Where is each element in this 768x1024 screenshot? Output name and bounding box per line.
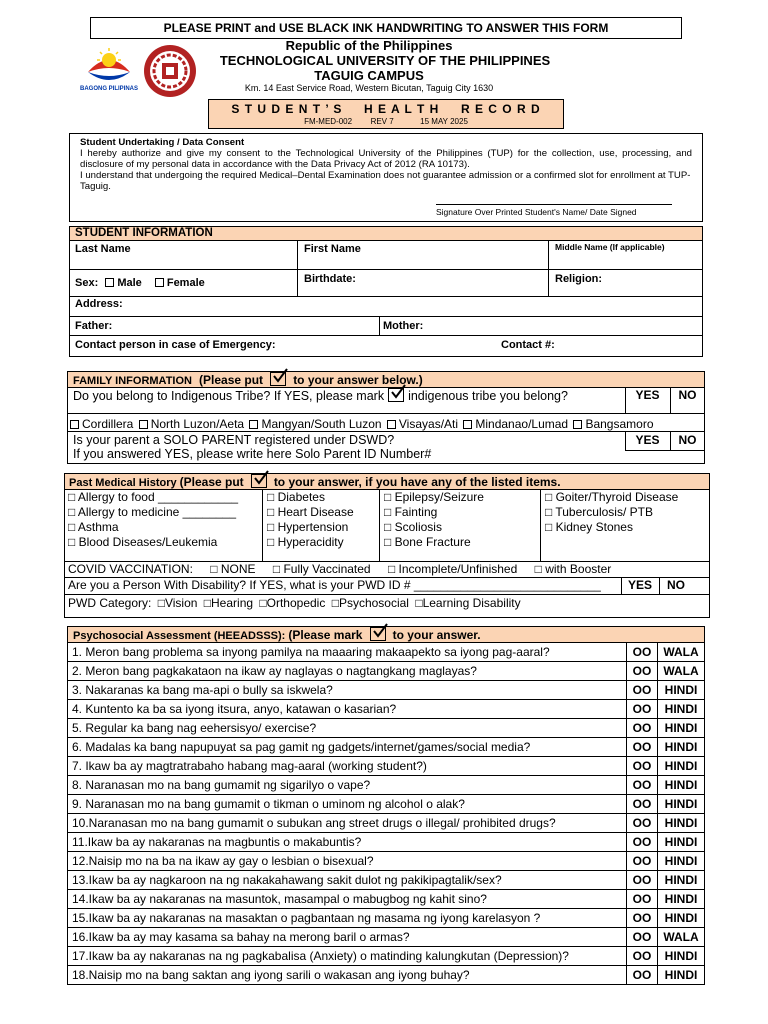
- tribe-option[interactable]: Mindanao/Lumad: [463, 417, 568, 431]
- solo-parent-no[interactable]: NO: [678, 433, 697, 447]
- table-row: [68, 757, 705, 776]
- checkmark-icon: [270, 372, 286, 386]
- covid-row: [68, 562, 611, 576]
- answer-yes[interactable]: OO: [627, 890, 658, 909]
- form-title-bar: [208, 99, 564, 129]
- emergency-label: Contact person in case of Emergency:: [75, 339, 276, 351]
- answer-yes[interactable]: OO: [627, 909, 658, 928]
- question-text: 6. Madalas ka bang napupuyat sa pag gamit ng gadgets/internet/games/social media?: [68, 738, 627, 757]
- contact-label: Contact #:: [501, 339, 555, 351]
- pwd-category-row: [68, 596, 521, 610]
- covid-label: COVID VACCINATION:: [68, 562, 193, 576]
- question-text: 9. Naranasan mo na bang gumamit o tikman o uminom ng alcohol o alak?: [68, 795, 627, 814]
- form-date: 15 MAY 2025: [420, 117, 468, 126]
- medical-item[interactable]: □ Bone Fracture: [384, 535, 471, 549]
- question-text: 12.Naisip mo na ba na ikaw ay gay o lesbian o bisexual?: [68, 852, 627, 871]
- answer-no[interactable]: HINDI: [658, 700, 705, 719]
- tribe-option[interactable]: Mangyan/South Luzon: [249, 417, 381, 431]
- campus-address: Km. 14 East Service Road, Western Bicutan, Taguig City 1630: [244, 83, 494, 93]
- medical-item[interactable]: □ Heart Disease: [267, 505, 354, 519]
- indigenous-question: [73, 388, 568, 403]
- medical-heading-bar: [64, 473, 710, 490]
- table-row: [68, 795, 705, 814]
- male-label: Male: [117, 277, 142, 289]
- table-row: [68, 719, 705, 738]
- question-text: 18.Naisip mo na bang saktan ang iyong sarili o wakasan ang iyong buhay?: [68, 966, 627, 985]
- form-title: S T U D E N T ’ S H E A L T H R E C O R D: [231, 102, 541, 116]
- answer-yes[interactable]: OO: [627, 643, 658, 662]
- question-text: 14.Ikaw ba ay nakaranas na masuntok, masampal o mabugbog ng kahit sino?: [68, 890, 627, 909]
- answer-yes[interactable]: OO: [627, 700, 658, 719]
- table-row: [68, 947, 705, 966]
- indigenous-question-post: indigenous tribe you belong?: [408, 389, 568, 403]
- answer-no[interactable]: HINDI: [658, 833, 705, 852]
- consent-text-1: I hereby authorize and give my consent to the Technological University of the Philippines (TUP) for the collection, use, processing, and disclosure of my personal data in accordance with the Data Privacy Act of 2012 (RA 10173).: [80, 148, 692, 170]
- checkmark-icon: [388, 388, 404, 402]
- consent-box: [69, 133, 703, 222]
- logo-caption: BAGONG PILIPINAS: [79, 86, 138, 92]
- answer-no[interactable]: HINDI: [658, 852, 705, 871]
- table-row: [68, 643, 705, 662]
- answer-no[interactable]: HINDI: [658, 681, 705, 700]
- question-text: 10.Naranasan mo na bang gumamit o subukan ang street drugs o illegal/ prohibited drugs?: [68, 814, 627, 833]
- table-row: [68, 776, 705, 795]
- answer-yes[interactable]: OO: [627, 852, 658, 871]
- answer-yes[interactable]: OO: [627, 719, 658, 738]
- medical-item[interactable]: □ Goiter/Thyroid Disease: [545, 490, 679, 504]
- question-text: 13.Ikaw ba ay nagkaroon na ng nakakahawang sakit dulot ng pakikipagtalik/sex?: [68, 871, 627, 890]
- table-row: [68, 833, 705, 852]
- answer-no[interactable]: WALA: [658, 662, 705, 681]
- sex-field: [75, 277, 205, 289]
- answer-no[interactable]: HINDI: [658, 776, 705, 795]
- medical-item[interactable]: □ Fainting: [384, 505, 438, 519]
- answer-no[interactable]: HINDI: [658, 814, 705, 833]
- solo-parent-question: Is your parent a SOLO PARENT registered under DSWD?: [73, 433, 395, 447]
- medical-instr-post: to your answer, if you have any of the listed items.: [273, 475, 561, 489]
- answer-no[interactable]: HINDI: [658, 719, 705, 738]
- answer-no[interactable]: HINDI: [658, 738, 705, 757]
- psycho-heading-bar: [67, 626, 705, 643]
- answer-yes[interactable]: OO: [627, 795, 658, 814]
- tribe-options: [70, 417, 704, 431]
- answer-yes[interactable]: OO: [627, 662, 658, 681]
- question-text: 2. Meron bang pagkakataon na ikaw ay naglayas o nagtangkang maglayas?: [68, 662, 627, 681]
- pwd-category-option[interactable]: □Learning Disability: [415, 596, 521, 610]
- medical-instr-pre: (Please put: [179, 475, 244, 489]
- address-label: Address:: [75, 298, 123, 310]
- table-row: [68, 738, 705, 757]
- bagong-pilipinas-logo: [78, 42, 140, 98]
- campus-name: TAGUIG CAMPUS: [314, 68, 424, 83]
- medical-item[interactable]: □ Asthma: [68, 520, 119, 534]
- birthdate-label: Birthdate:: [304, 273, 356, 285]
- table-row: [68, 700, 705, 719]
- question-text: 17.Ikaw ba ay nakaranas na ng pagkabalisa (Anxiety) o matinding kalungkutan (Depression)?: [68, 947, 627, 966]
- last-name-label: Last Name: [75, 243, 131, 255]
- pwd-category-option[interactable]: □Vision: [157, 596, 198, 610]
- answer-no[interactable]: WALA: [658, 643, 705, 662]
- psycho-instr-pre: (Please mark: [288, 628, 363, 642]
- medical-col-1: [68, 490, 238, 550]
- answer-yes[interactable]: OO: [627, 738, 658, 757]
- medical-item[interactable]: □ Diabetes: [267, 490, 325, 504]
- table-row: [68, 928, 705, 947]
- medical-item[interactable]: □ Hypertension: [267, 520, 349, 534]
- answer-yes[interactable]: OO: [627, 928, 658, 947]
- pwd-category-option[interactable]: □Hearing: [203, 596, 254, 610]
- family-heading: FAMILY INFORMATION: [73, 375, 192, 387]
- medical-item[interactable]: □ Blood Diseases/Leukemia: [68, 535, 218, 549]
- question-text: 3. Nakaranas ka bang ma-api o bully sa iskwela?: [68, 681, 627, 700]
- table-row: [68, 966, 705, 985]
- answer-yes[interactable]: OO: [627, 757, 658, 776]
- instruction-banner: PLEASE PRINT and USE BLACK INK HANDWRITING TO ANSWER THIS FORM: [90, 17, 682, 39]
- checkmark-icon: [370, 627, 386, 641]
- indigenous-question-pre: Do you belong to Indigenous Tribe? If YES, please mark: [73, 389, 385, 403]
- answer-no[interactable]: HINDI: [658, 890, 705, 909]
- psycho-instr-post: to your answer.: [392, 628, 481, 642]
- question-text: 4. Kuntento ka ba sa iyong itsura, anyo, katawan o kasarian?: [68, 700, 627, 719]
- table-row: [68, 890, 705, 909]
- indigenous-yes[interactable]: YES: [635, 388, 660, 402]
- psycho-heading: Psychosocial Assessment (HEEADSSS):: [73, 630, 286, 642]
- table-row: [68, 871, 705, 890]
- student-info-heading: STUDENT INFORMATION: [69, 226, 703, 241]
- answer-no[interactable]: HINDI: [658, 947, 705, 966]
- family-instr-pre: (Please put: [199, 373, 264, 387]
- sex-label: Sex:: [75, 277, 99, 289]
- table-row: [68, 662, 705, 681]
- medical-heading: Past Medical History: [69, 477, 177, 489]
- medical-item[interactable]: □ Allergy to food ____________: [68, 490, 239, 504]
- answer-no[interactable]: HINDI: [658, 966, 705, 985]
- pwd-question: Are you a Person With Disability? If YES, what is your PWD ID # ____________________________: [68, 578, 601, 592]
- tribe-option[interactable]: North Luzon/Aeta: [139, 417, 244, 431]
- table-row: [68, 852, 705, 871]
- psycho-table: [67, 642, 705, 985]
- covid-option[interactable]: □ with Booster: [534, 562, 612, 576]
- mother-label: Mother:: [383, 320, 424, 332]
- answer-no[interactable]: HINDI: [658, 909, 705, 928]
- medical-item[interactable]: □ Kidney Stones: [545, 520, 633, 534]
- republic-label: Republic of the Philippines: [285, 38, 453, 53]
- medical-item[interactable]: □ Allergy to medicine ________: [68, 505, 237, 519]
- medical-item[interactable]: □ Scoliosis: [384, 520, 442, 534]
- covid-option[interactable]: □ NONE: [210, 562, 256, 576]
- male-checkbox[interactable]: [105, 278, 114, 287]
- question-text: 8. Naranasan mo na bang gumamit ng sigarilyo o vape?: [68, 776, 627, 795]
- signature-label: Signature Over Printed Student's Name/ Date Signed: [436, 207, 637, 217]
- medical-col-3: [384, 490, 484, 550]
- answer-no[interactable]: HINDI: [658, 871, 705, 890]
- table-row: [68, 681, 705, 700]
- form-code: FM-MED-002: [304, 117, 353, 126]
- solo-parent-yes[interactable]: YES: [635, 433, 660, 447]
- father-label: Father:: [75, 320, 113, 332]
- tribe-option[interactable]: Cordillera: [70, 417, 133, 431]
- female-checkbox[interactable]: [155, 278, 164, 287]
- indigenous-no[interactable]: NO: [678, 388, 697, 402]
- pwd-no[interactable]: NO: [667, 578, 685, 592]
- medical-item[interactable]: □ Epilepsy/Seizure: [384, 490, 484, 504]
- female-label: Female: [166, 277, 205, 289]
- answer-no[interactable]: HINDI: [658, 757, 705, 776]
- pwd-category-option[interactable]: □Orthopedic: [259, 596, 326, 610]
- medical-col-4: [545, 490, 678, 535]
- pwd-category-option[interactable]: □Psychosocial: [331, 596, 409, 610]
- question-text: 5. Regular ka bang nag eehersisyo/ exercise?: [68, 719, 627, 738]
- religion-label: Religion:: [555, 273, 603, 285]
- answer-yes[interactable]: OO: [627, 814, 658, 833]
- family-instr-post: to your answer below.): [293, 373, 423, 387]
- solo-parent-id-label: If you answered YES, please write here Solo Parent ID Number#: [73, 447, 432, 461]
- consent-heading: Student Undertaking / Data Consent: [80, 137, 245, 148]
- question-text: 11.Ikaw ba ay nakaranas na magbuntis o makabuntis?: [68, 833, 627, 852]
- medical-item[interactable]: □ Hyperacidity: [267, 535, 344, 549]
- pwd-yes[interactable]: YES: [627, 578, 652, 592]
- answer-yes[interactable]: OO: [627, 681, 658, 700]
- question-text: 15.Ikaw ba ay nakaranas na masaktan o pagbantaan ng masama ng iyong karelasyon ?: [68, 909, 627, 928]
- family-heading-bar: [67, 371, 705, 388]
- covid-option[interactable]: □ Fully Vaccinated: [272, 562, 371, 576]
- pwd-category-label: PWD Category:: [68, 596, 152, 610]
- tribe-option[interactable]: Visayas/Ati: [387, 417, 458, 431]
- answer-yes[interactable]: OO: [627, 776, 658, 795]
- question-text: 16.Ikaw ba ay may kasama sa bahay na merong baril o armas?: [68, 928, 627, 947]
- question-text: 1. Meron bang problema sa inyong pamilya na maaaring makaapekto sa iyong pag-aaral?: [68, 643, 627, 662]
- table-row: [68, 814, 705, 833]
- answer-yes[interactable]: OO: [627, 947, 658, 966]
- university-name: TECHNOLOGICAL UNIVERSITY OF THE PHILIPPINES: [219, 53, 551, 68]
- medical-item[interactable]: □ Tuberculosis/ PTB: [545, 505, 653, 519]
- covid-option[interactable]: □ Incomplete/Unfinished: [387, 562, 518, 576]
- medical-col-2: [267, 490, 354, 550]
- answer-no[interactable]: HINDI: [658, 795, 705, 814]
- answer-no[interactable]: WALA: [658, 928, 705, 947]
- table-row: [68, 909, 705, 928]
- question-text: 7. Ikaw ba ay magtratrabaho habang mag-aaral (working student?): [68, 757, 627, 776]
- checkmark-icon: [251, 474, 267, 488]
- answer-yes[interactable]: OO: [627, 871, 658, 890]
- consent-text-2: I understand that undergoing the required Medical–Dental Examination does not guarantee admission or a confirmed slot for enrollment at TUP-Taguig.: [80, 170, 691, 192]
- form-rev: REV 7: [370, 117, 394, 126]
- answer-yes[interactable]: OO: [627, 833, 658, 852]
- first-name-label: First Name: [304, 243, 361, 255]
- answer-yes[interactable]: OO: [627, 966, 658, 985]
- tribe-option[interactable]: Bangsamoro: [573, 417, 653, 431]
- middle-name-label: Middle Name (If applicable): [555, 242, 665, 252]
